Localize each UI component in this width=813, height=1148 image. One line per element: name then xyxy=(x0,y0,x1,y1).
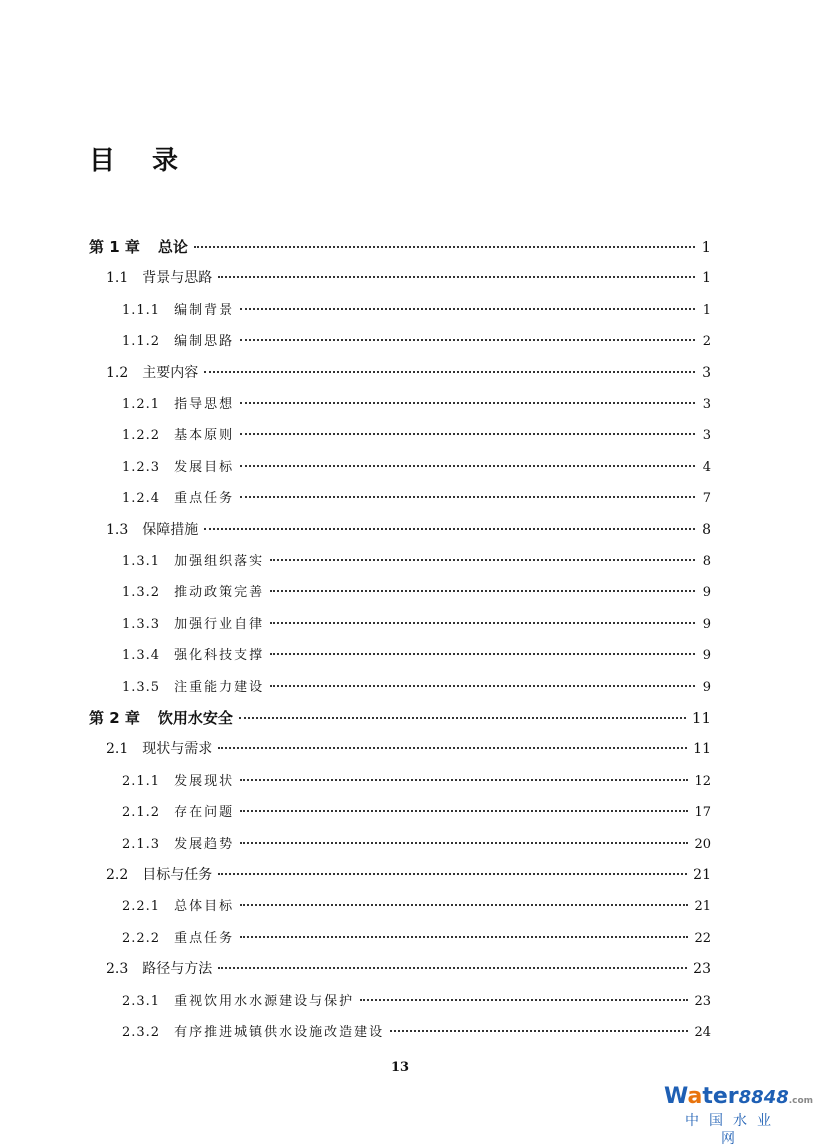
toc-entry-number: 第 1 章 xyxy=(89,238,140,256)
toc-entry-page: 21 xyxy=(693,867,711,883)
toc-entry[interactable] xyxy=(89,236,711,267)
toc-entry[interactable] xyxy=(122,990,711,1021)
toc-dot-leader xyxy=(218,276,695,278)
toc-entry-number: 2.3 xyxy=(106,961,129,978)
toc-entry-label: 加强行业自律 xyxy=(174,616,265,632)
toc-dot-leader xyxy=(204,371,695,373)
toc-entry-number: 1.3.1 xyxy=(122,554,161,569)
toc-entry-label: 路径与方法 xyxy=(142,961,213,978)
toc-entry-label: 存在问题 xyxy=(174,805,235,821)
toc-entry-page: 11 xyxy=(691,709,711,727)
toc-entry-number: 1.3.4 xyxy=(122,648,161,664)
toc-entry-number: 2.1.1 xyxy=(122,773,161,789)
toc-entry-page: 4 xyxy=(702,459,711,475)
toc-dot-leader xyxy=(270,622,695,624)
toc-dot-leader xyxy=(240,465,695,467)
toc-entry[interactable] xyxy=(122,613,711,644)
toc-dot-leader xyxy=(240,936,688,938)
toc-dot-leader xyxy=(218,747,687,749)
toc-entry[interactable] xyxy=(122,644,711,675)
toc-entry-label: 有序推进城镇供水设施改造建设 xyxy=(174,1025,385,1040)
toc-entry-number: 1.1.1 xyxy=(122,302,161,318)
toc-entry-page: 1 xyxy=(701,238,711,256)
toc-dot-leader xyxy=(240,308,695,310)
toc-entry-number: 1.3.5 xyxy=(122,679,161,695)
toc-dot-leader xyxy=(270,559,695,561)
toc-entry-label: 背景与思路 xyxy=(142,270,213,287)
toc-entry[interactable] xyxy=(122,676,711,707)
toc-entry-page: 22 xyxy=(694,930,711,946)
toc-entry[interactable] xyxy=(106,738,711,769)
toc-dot-leader xyxy=(270,653,695,655)
toc-entry-label: 主要内容 xyxy=(142,364,199,381)
toc-dot-leader xyxy=(240,496,695,498)
toc-entry-page: 2 xyxy=(702,334,711,350)
toc-dot-leader xyxy=(360,999,688,1001)
watermark-brand-ter: ter xyxy=(702,1084,739,1109)
toc-entry-label: 目标与任务 xyxy=(142,867,213,883)
toc-entry-number: 2.3.1 xyxy=(122,993,161,1009)
toc-entry-number: 第 2 章 xyxy=(89,709,140,727)
toc-entry-label: 发展现状 xyxy=(174,773,235,789)
toc-entry-label: 加强组织落实 xyxy=(174,554,265,569)
toc-entry[interactable] xyxy=(122,487,711,518)
toc-entry-label: 注重能力建设 xyxy=(174,679,265,695)
toc-entry-page: 8 xyxy=(702,521,711,538)
toc-entry[interactable] xyxy=(122,770,711,801)
toc-entry-number: 1.1 xyxy=(106,270,129,287)
toc-entry[interactable] xyxy=(122,895,711,926)
toc-entry[interactable] xyxy=(122,927,711,958)
toc-entry-page: 9 xyxy=(702,585,711,601)
toc-entry[interactable] xyxy=(122,1021,711,1052)
toc-entry-number: 2.1.3 xyxy=(122,836,161,852)
toc-dot-leader xyxy=(390,1030,688,1032)
toc-entry-page: 23 xyxy=(694,993,711,1009)
toc-dot-leader xyxy=(240,433,695,435)
toc-entry-label: 编制思路 xyxy=(174,334,235,350)
toc-entry[interactable] xyxy=(122,393,711,424)
toc-entry-page: 1 xyxy=(702,302,711,318)
toc-entry-label: 现状与需求 xyxy=(142,741,213,758)
toc-entry-label: 基本原则 xyxy=(174,428,235,444)
toc-entry-page: 8 xyxy=(702,554,711,569)
toc-entry-number: 2.3.2 xyxy=(122,1025,161,1040)
toc-dot-leader xyxy=(204,528,695,530)
watermark-brand-a: a xyxy=(687,1084,703,1109)
toc-entry-page: 3 xyxy=(702,364,711,381)
toc-entry-page: 9 xyxy=(702,679,711,695)
toc-entry[interactable] xyxy=(122,330,711,361)
toc-dot-leader xyxy=(270,590,695,592)
page-number: 13 xyxy=(390,1060,410,1075)
toc-dot-leader xyxy=(239,717,686,719)
toc-entry-page: 12 xyxy=(694,773,711,789)
toc-entry[interactable] xyxy=(122,550,711,581)
toc-dot-leader xyxy=(218,873,687,875)
toc-entry[interactable] xyxy=(122,801,711,832)
toc-entry-number: 1.2.3 xyxy=(122,459,161,475)
toc-entry[interactable] xyxy=(89,707,711,738)
toc-entry-number: 1.2.4 xyxy=(122,491,161,507)
toc-entry-number: 2.1 xyxy=(106,741,129,758)
toc-dot-leader xyxy=(240,779,688,781)
toc-entry-number: 1.3 xyxy=(106,521,129,538)
toc-entry[interactable] xyxy=(106,958,711,989)
toc-entry-number: 2.1.2 xyxy=(122,805,161,821)
toc-entry-number: 2.2.1 xyxy=(122,899,161,915)
toc-entry[interactable] xyxy=(122,456,711,487)
watermark-brand-com: .com xyxy=(788,1096,813,1106)
toc-entry-page: 17 xyxy=(694,805,711,821)
toc-entry-page: 9 xyxy=(702,616,711,632)
toc-dot-leader xyxy=(240,339,695,341)
toc-entry-page: 21 xyxy=(694,899,711,915)
toc-entry-number: 1.1.2 xyxy=(122,334,161,350)
watermark-logo xyxy=(664,1084,813,1148)
toc-entry-label: 指导思想 xyxy=(174,397,235,412)
toc-entry-page: 3 xyxy=(702,428,711,444)
toc-entry-label: 推动政策完善 xyxy=(174,585,265,601)
toc-entry-label: 发展目标 xyxy=(174,459,235,475)
toc-entry-number: 1.2 xyxy=(106,364,129,381)
toc-dot-leader xyxy=(218,967,687,969)
toc-entry[interactable] xyxy=(122,424,711,455)
toc-entry-label: 强化科技支撑 xyxy=(174,648,265,664)
toc-entry[interactable] xyxy=(106,864,711,895)
watermark-subtitle: 中国水业网 xyxy=(685,1113,781,1147)
watermark-brand-num: 8848 xyxy=(738,1087,789,1108)
toc-dot-leader xyxy=(240,810,688,812)
toc-entry-label: 饮用水安全 xyxy=(157,709,233,727)
toc-entry-page: 3 xyxy=(702,397,711,412)
watermark-brand-w: W xyxy=(664,1084,688,1109)
toc-entry-label: 发展趋势 xyxy=(174,836,235,852)
toc-entry-number: 1.3.2 xyxy=(122,585,161,601)
toc-entry-page: 1 xyxy=(702,270,711,287)
toc-dot-leader xyxy=(240,842,688,844)
toc-entry-number: 2.2 xyxy=(106,867,129,883)
toc-dot-leader xyxy=(240,904,688,906)
toc-entry-number: 1.2.2 xyxy=(122,428,161,444)
toc-dot-leader xyxy=(270,685,695,687)
toc-entry-number: 2.2.2 xyxy=(122,930,161,946)
toc-entry-page: 9 xyxy=(702,648,711,664)
toc-entry-label: 重视饮用水水源建设与保护 xyxy=(174,993,355,1009)
toc-entry-label: 重点任务 xyxy=(174,491,235,507)
toc-entry[interactable] xyxy=(122,581,711,612)
toc-entry-page: 7 xyxy=(702,491,711,507)
toc-entry[interactable] xyxy=(106,267,711,298)
toc-entry-number: 1.2.1 xyxy=(122,397,161,412)
toc-entry-label: 总论 xyxy=(157,238,188,256)
toc-entry-number: 1.3.3 xyxy=(122,616,161,632)
toc-entry-page: 24 xyxy=(694,1025,711,1040)
toc-entry-page: 23 xyxy=(693,961,711,978)
toc-entry-page: 20 xyxy=(694,836,711,852)
toc-title: 目 录 xyxy=(89,146,193,176)
toc-dot-leader xyxy=(194,246,695,248)
toc-entry[interactable] xyxy=(122,833,711,864)
toc-entry-page: 11 xyxy=(693,741,711,758)
toc-entry-label: 保障措施 xyxy=(142,521,199,538)
toc-entry[interactable] xyxy=(106,362,711,393)
toc-entry-label: 编制背景 xyxy=(174,302,235,318)
toc-entry[interactable] xyxy=(122,299,711,330)
toc-entry[interactable] xyxy=(106,519,711,550)
watermark-brand xyxy=(664,1084,813,1112)
toc-entry-label: 重点任务 xyxy=(174,930,235,946)
toc-entry-label: 总体目标 xyxy=(174,899,235,915)
toc-dot-leader xyxy=(240,402,695,404)
